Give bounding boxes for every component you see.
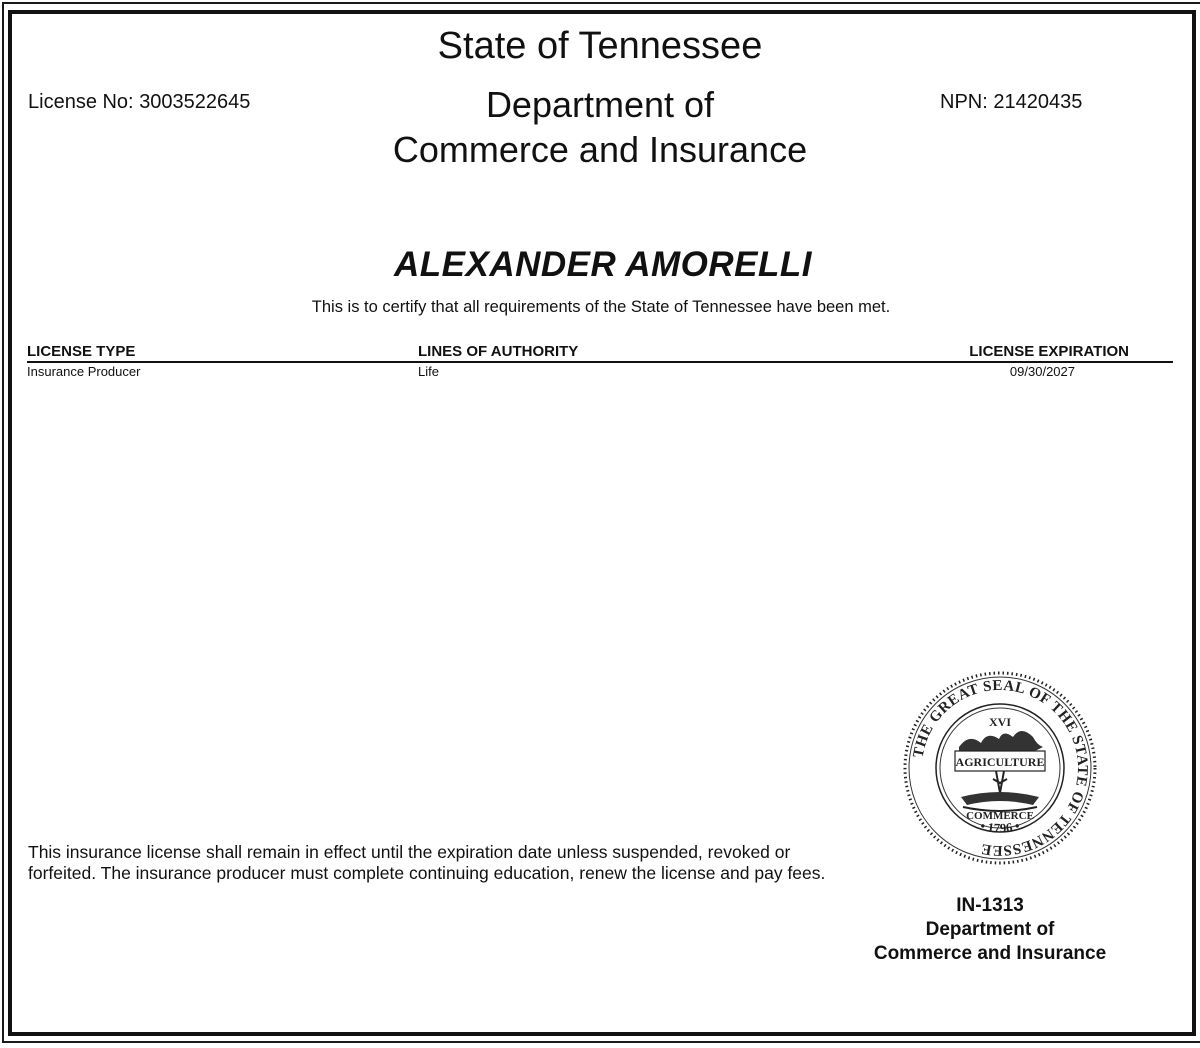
license-notice [28,842,928,884]
seal-agriculture: AGRICULTURE [955,755,1045,769]
certification-statement: This is to certify that all requirements of the State of Tennessee have been met. [311,298,891,316]
licensee-name: ALEXANDER AMORELLI [394,245,812,284]
issuer-line1: Department of [925,919,1055,940]
npn-value: 21420435 [993,91,1083,113]
license-table [27,342,1173,381]
state-title: State of Tennessee [437,25,763,67]
license-number [28,90,250,114]
column-header-license-expiration: LICENSE EXPIRATION [969,343,1129,360]
license-notice-line1: This insurance license shall remain in effect until the expiration date unless suspended, revoked or [28,842,791,862]
seal-commerce: COMMERCE [966,810,1034,822]
license-number-label: License No: [28,91,134,113]
seal-roman: XVI [988,715,1012,729]
state-seal-icon [901,669,1099,867]
column-header-license-type: LICENSE TYPE [27,343,136,360]
license-table-header [27,342,1173,363]
lines-of-authority-cell: Life [418,364,439,379]
column-header-lines-of-authority: LINES OF AUTHORITY [418,343,579,360]
license-number-value: 3003522645 [139,91,251,113]
svg-text:• 1796 •: • 1796 • [978,817,1022,836]
npn [940,90,1082,114]
npn-label: NPN: [940,91,988,113]
department-title-line2: Commerce and Insurance [392,129,808,170]
license-expiration-cell: 09/30/2027 [1009,364,1075,379]
seal-outer-text: THE GREAT SEAL OF THE STATE OF TENNESSEE [910,677,1091,859]
form-id: IN-1313 [956,895,1024,916]
license-notice-line2: forfeited. The insurance producer must complete continuing education, renew the license and pay fees. [28,863,826,883]
license-type-cell: Insurance Producer [27,364,141,379]
issuer-footer [840,894,1140,966]
issuer-line2: Commerce and Insurance [873,943,1107,964]
table-row [27,363,1173,381]
department-title-line1: Department of [485,84,715,125]
